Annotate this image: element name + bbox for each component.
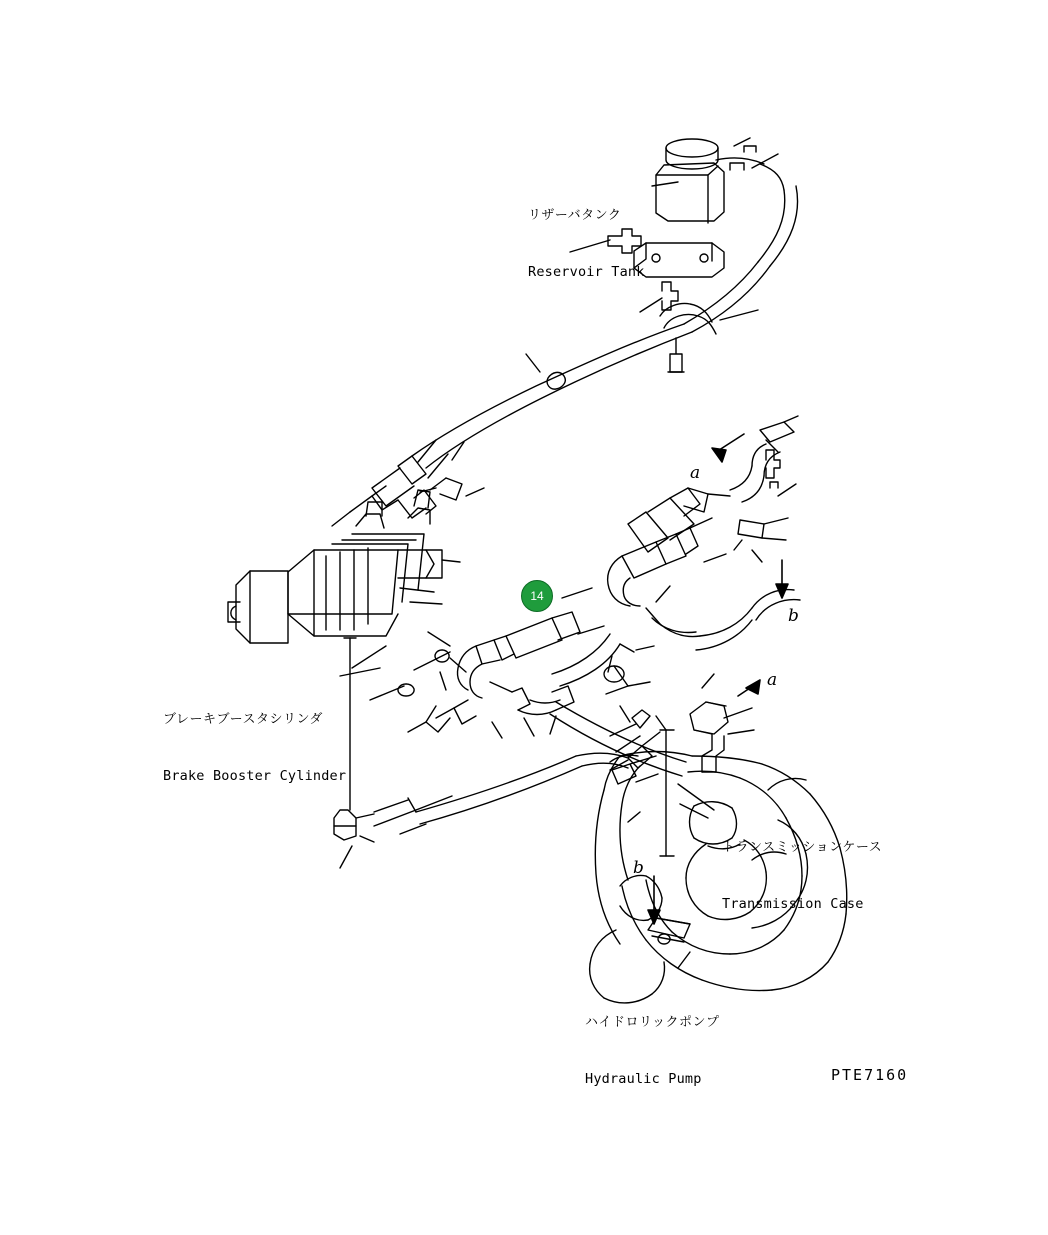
lower-hose-art: [416, 666, 686, 824]
label-brake-booster-cylinder-jp: ブレーキブースタシリンダ: [163, 712, 323, 727]
label-hydraulic-pump-en: Hydraulic Pump: [585, 1071, 702, 1088]
label-transmission-case-en: Transmission Case: [722, 896, 864, 913]
centre-fittings-art: [370, 588, 654, 738]
callout-a-lower: a: [767, 670, 778, 690]
right-hose-art: [608, 416, 800, 650]
main-hose-art: [332, 324, 692, 526]
label-brake-booster-cylinder: [163, 672, 346, 825]
label-transmission-case: [722, 800, 882, 953]
callout-a-upper: a: [690, 463, 701, 483]
label-reservoir-tank: [528, 168, 645, 321]
label-hydraulic-pump: [585, 975, 719, 1128]
label-reservoir-tank-en: Reservoir Tank: [528, 264, 645, 281]
label-reservoir-tank-jp: リザーバタンク: [528, 208, 622, 223]
label-brake-booster-cylinder-en: Brake Booster Cylinder: [163, 768, 347, 785]
part-hotspot-14[interactable]: 14: [521, 580, 553, 612]
callout-b-upper: b: [788, 606, 799, 626]
label-transmission-case-jp: トランスミッションケース: [722, 840, 883, 855]
drawing-code: PTE7160: [831, 1066, 909, 1084]
callout-b-lower: b: [633, 858, 644, 878]
label-hydraulic-pump-jp: ハイドロリックポンプ: [585, 1015, 720, 1030]
